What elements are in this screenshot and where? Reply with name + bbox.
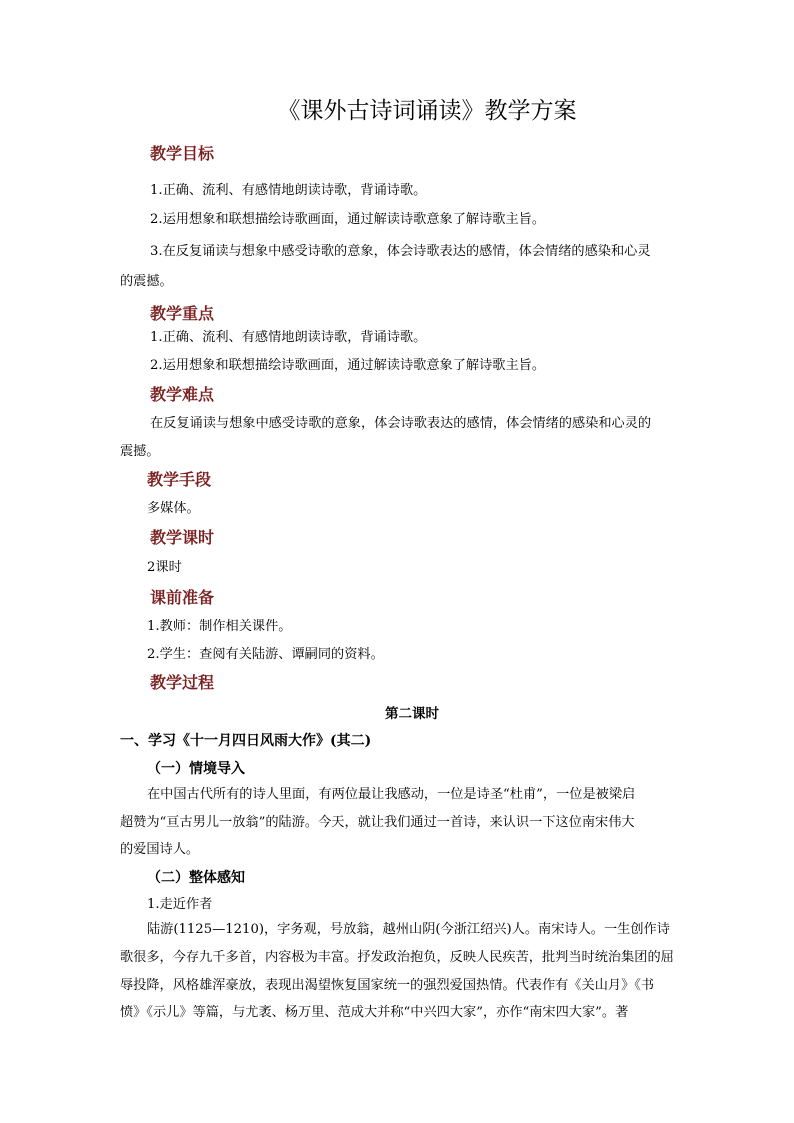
author-line: 歌很多，今存九千多首，内容极为丰富。抒发政治抱负，反映人民疾苦，批判当时统治集团的屈	[120, 950, 674, 965]
goal-item-continued: 的震撼。	[120, 274, 173, 289]
section-heading-hours: 教学课时	[150, 528, 215, 547]
sub-heading-overview: （二）整体感知	[147, 870, 245, 886]
author-line: 辱投降，风格雄浑豪放，表现出渴望恢复国家统一的强烈爱国热情。代表作有《关山月》《书	[120, 978, 655, 993]
intro-line: 超赞为“亘古男儿一放翁”的陆游。今天，就让我们通过一首诗，来认识一下这位南宋伟大	[120, 815, 635, 830]
focus-item: 2.运用想象和联想描绘诗歌画面，通过解读诗歌意象了解诗歌主旨。	[150, 358, 546, 373]
difficulty-line-continued: 震撼。	[120, 444, 160, 459]
author-line: 愤》《示儿》等篇，与尤袤、杨万里、范成大并称“中兴四大家”，亦作“南宋四大家”。著	[120, 1005, 629, 1020]
goal-item: 1.正确、流利、有感情地朗读诗歌，背诵诗歌。	[150, 183, 427, 198]
means-text: 多媒体。	[147, 501, 200, 516]
section-heading-goals: 教学目标	[150, 144, 215, 163]
prep-item: 2.学生：查阅有关陆游、谭嗣同的资料。	[147, 647, 384, 662]
section-heading-focus: 教学重点	[150, 304, 215, 323]
goal-item: 2.运用想象和联想描绘诗歌画面，通过解读诗歌意象了解诗歌主旨。	[150, 212, 546, 227]
difficulty-line: 在反复诵读与想象中感受诗歌的意象，体会诗歌表达的感情，体会情绪的感染和心灵的	[150, 416, 652, 431]
lesson-label: 第二课时	[385, 706, 439, 722]
prep-item: 1.教师：制作相关课件。	[147, 619, 292, 634]
part-heading: 一、学习《十一月四日风雨大作》(其二)	[120, 733, 372, 749]
hours-text: 2课时	[147, 560, 182, 575]
focus-item: 1.正确、流利、有感情地朗读诗歌，背诵诗歌。	[150, 330, 427, 345]
section-heading-difficulty: 教学难点	[150, 385, 215, 404]
sub-heading-intro: （一）情境导入	[147, 761, 245, 777]
section-heading-process: 教学过程	[150, 673, 215, 692]
author-line: 陆游(1125—1210)，字务观，号放翁，越州山阴(今浙江绍兴)人。南宋诗人。一生创作诗	[147, 922, 670, 937]
intro-line: 的爱国诗人。	[120, 842, 200, 857]
step-label: 1.走近作者	[147, 897, 213, 912]
section-heading-prep: 课前准备	[150, 588, 215, 607]
goal-item: 3.在反复诵读与想象中感受诗歌的意象，体会诗歌表达的感情，体会情绪的感染和心灵	[150, 244, 651, 259]
section-heading-means: 教学手段	[147, 470, 212, 489]
intro-line: 在中国古代所有的诗人里面，有两位最让我感动，一位是诗圣“杜甫”，一位是被梁启	[147, 787, 636, 802]
document-title: 《课外古诗词诵读》教学方案	[277, 98, 577, 124]
